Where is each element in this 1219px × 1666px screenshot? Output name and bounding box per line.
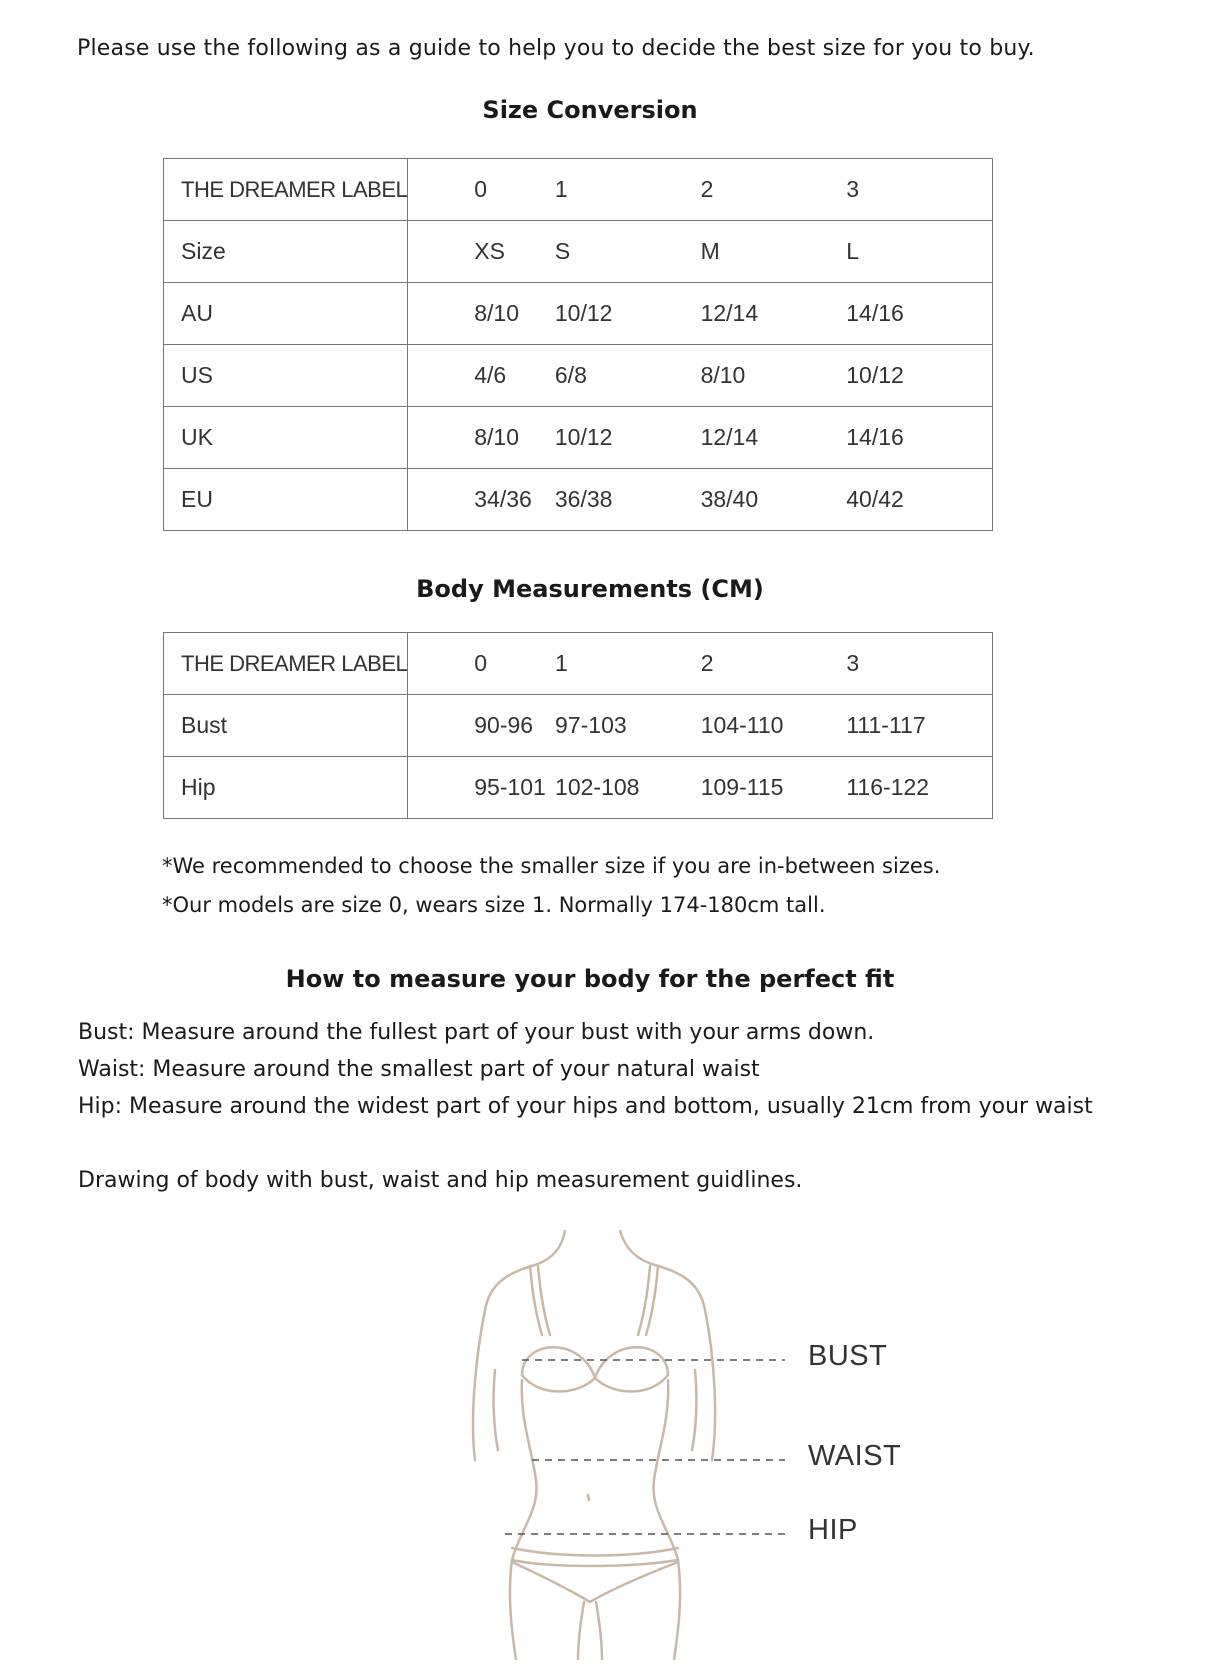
table-cell: 3	[846, 159, 992, 221]
table-header-row	[164, 633, 993, 695]
table-cell: 1	[555, 159, 701, 221]
table-cell: UK	[164, 407, 408, 469]
table-cell: XS	[408, 221, 555, 283]
waist-instruction: Waist: Measure around the smallest part of your natural waist	[78, 1057, 760, 1082]
table-cell: 14/16	[846, 407, 992, 469]
bust-instruction: Bust: Measure around the fullest part of your bust with your arms down.	[78, 1020, 875, 1045]
table-cell: THE DREAMER LABEL	[164, 159, 408, 221]
note-line: *We recommended to choose the smaller size if you are in-between sizes.	[162, 854, 941, 878]
hip-label: HIP	[808, 1514, 858, 1546]
table-cell: Size	[164, 221, 408, 283]
table-cell: 10/12	[555, 407, 701, 469]
body-measurement-figure	[450, 1230, 970, 1660]
table-cell: 111-117	[846, 695, 992, 757]
table-cell: THE DREAMER LABEL	[164, 633, 408, 695]
table-row	[164, 221, 993, 283]
body-measurements-title: Body Measurements (CM)	[416, 575, 764, 603]
table-cell: 14/16	[846, 283, 992, 345]
table-header-row	[164, 159, 993, 221]
table-cell: 38/40	[701, 469, 847, 531]
table-row	[164, 407, 993, 469]
bust-label: BUST	[808, 1340, 888, 1372]
table-cell: 95-101	[408, 757, 555, 819]
table-cell: 2	[701, 633, 847, 695]
size-conversion-table	[163, 158, 993, 531]
table-cell: 4/6	[408, 345, 555, 407]
table-cell: Hip	[164, 757, 408, 819]
table-row	[164, 757, 993, 819]
table-cell: 116-122	[846, 757, 992, 819]
table-cell: Bust	[164, 695, 408, 757]
table-cell: 40/42	[846, 469, 992, 531]
table-cell: 8/10	[701, 345, 847, 407]
table-cell: 90-96	[408, 695, 555, 757]
table-cell: 34/36	[408, 469, 555, 531]
table-row	[164, 283, 993, 345]
table-cell: 12/14	[701, 283, 847, 345]
how-to-measure-title: How to measure your body for the perfect fit	[285, 965, 895, 993]
table-cell: US	[164, 345, 408, 407]
hip-instruction: Hip: Measure around the widest part of your hips and bottom, usually 21cm from your waist	[78, 1094, 1093, 1119]
table-cell: 102-108	[555, 757, 701, 819]
table-cell: 6/8	[555, 345, 701, 407]
table-cell: AU	[164, 283, 408, 345]
table-row	[164, 345, 993, 407]
table-cell: 10/12	[555, 283, 701, 345]
table-cell: EU	[164, 469, 408, 531]
table-cell: 1	[555, 633, 701, 695]
intro-text: Please use the following as a guide to help you to decide the best size for you to buy.	[77, 36, 1035, 61]
table-cell: 3	[846, 633, 992, 695]
body-measurements-table	[163, 632, 993, 819]
table-cell: 104-110	[701, 695, 847, 757]
table-cell: S	[555, 221, 701, 283]
table-cell: 0	[408, 633, 555, 695]
waist-label: WAIST	[808, 1440, 902, 1472]
drawing-caption: Drawing of body with bust, waist and hip measurement guidlines.	[78, 1168, 803, 1193]
table-cell: 97-103	[555, 695, 701, 757]
table-cell: 109-115	[701, 757, 847, 819]
table-row	[164, 695, 993, 757]
size-conversion-title: Size Conversion	[482, 96, 698, 124]
table-cell: 10/12	[846, 345, 992, 407]
table-cell: 8/10	[408, 407, 555, 469]
note-line: *Our models are size 0, wears size 1. Normally 174-180cm tall.	[162, 893, 826, 917]
table-cell: L	[846, 221, 992, 283]
table-cell: 0	[408, 159, 555, 221]
table-cell: 12/14	[701, 407, 847, 469]
table-cell: M	[701, 221, 847, 283]
table-row	[164, 469, 993, 531]
table-cell: 2	[701, 159, 847, 221]
table-cell: 36/38	[555, 469, 701, 531]
table-cell: 8/10	[408, 283, 555, 345]
